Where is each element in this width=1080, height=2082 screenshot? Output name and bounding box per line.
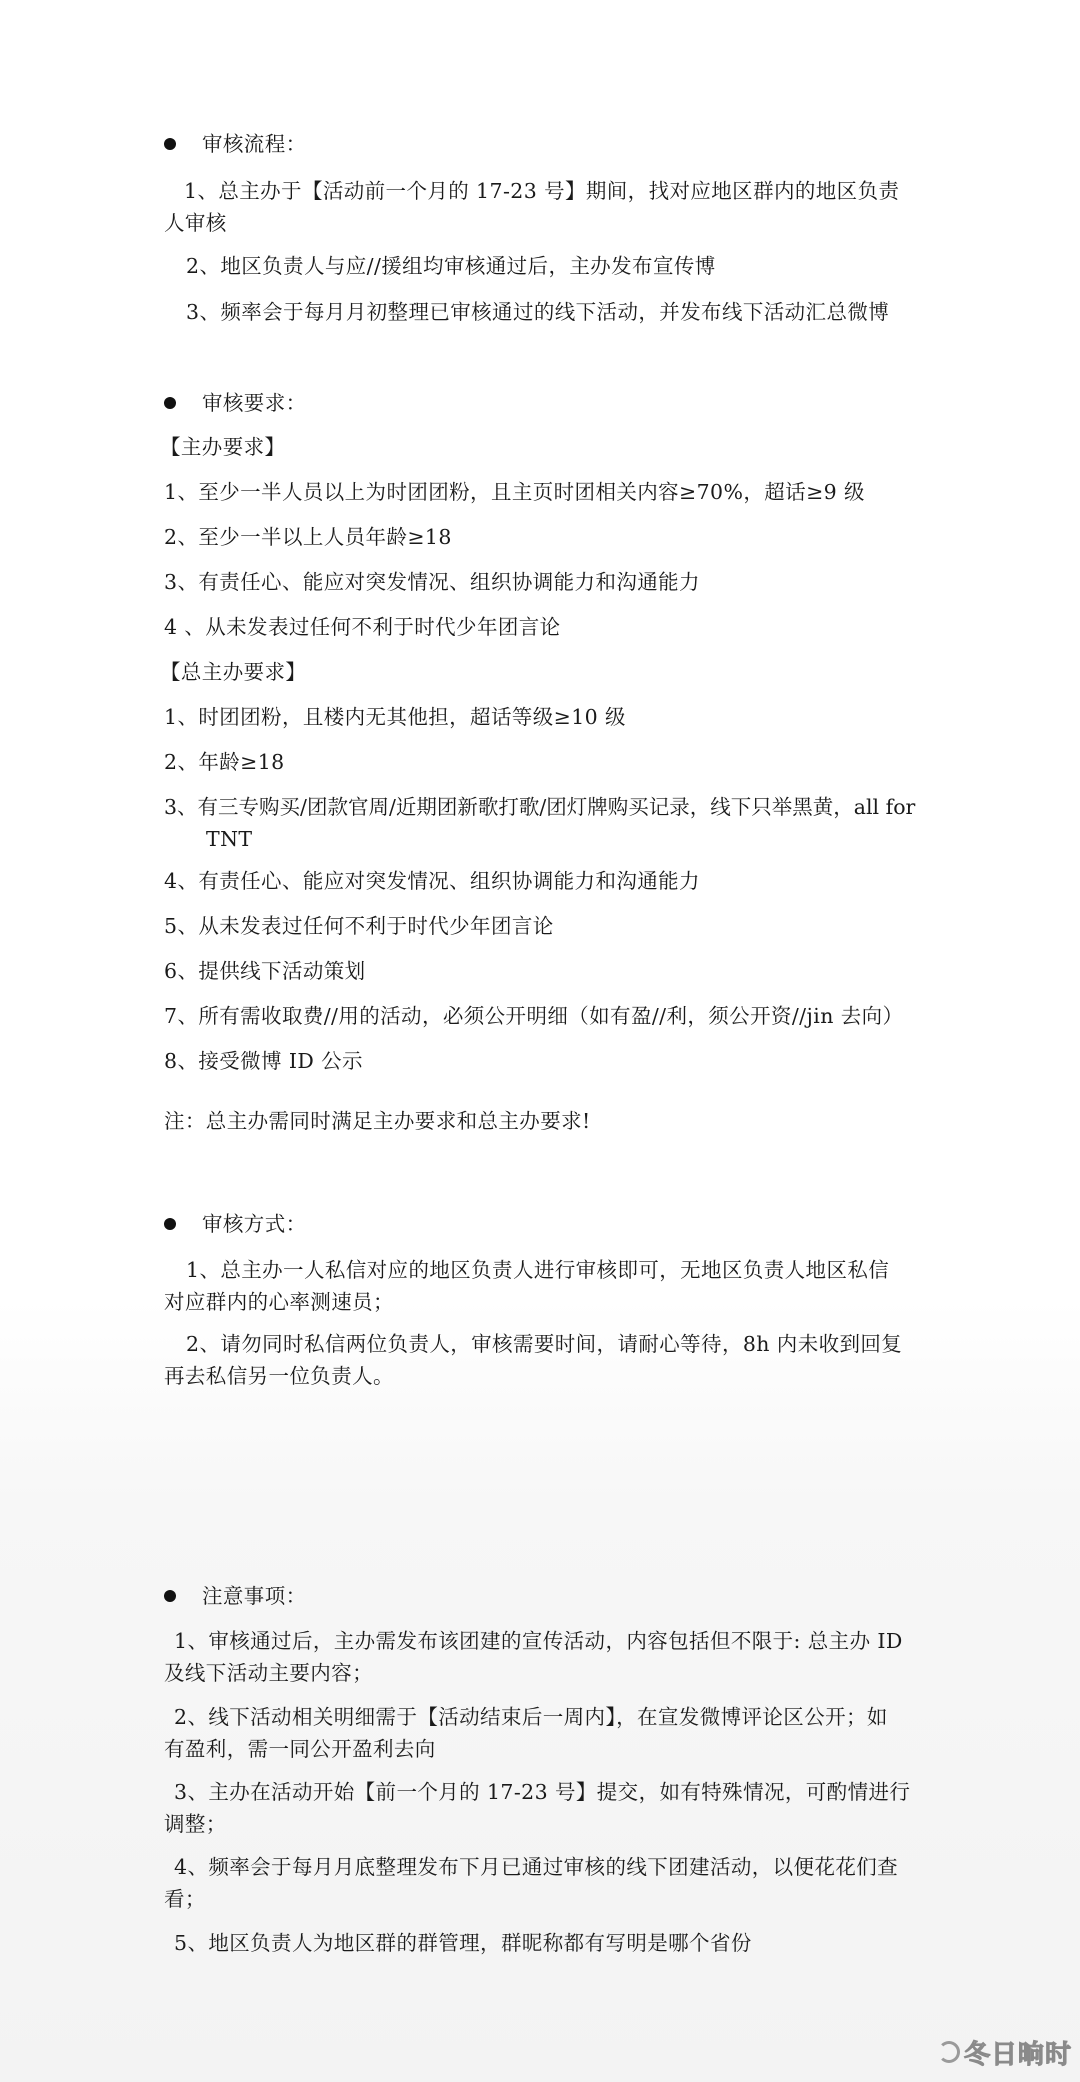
list-item: 2、年龄≥18 [164, 750, 285, 774]
list-item: 6、提供线下活动策划 [164, 959, 366, 983]
bullet-icon [164, 1590, 176, 1602]
list-item: 2、线下活动相关明细需于【活动结束后一周内】，在宣发微博评论区公开；如 [174, 1705, 888, 1729]
watermark-text: 冬日晌时 [963, 2039, 1072, 2070]
section-title: 审核方式： [202, 1212, 307, 1236]
section-title: 审核要求： [202, 391, 307, 415]
list-item-continuation: TNT [206, 827, 253, 851]
list-item-continuation: 再去私信另一位负责人。 [164, 1364, 394, 1388]
section-heading-review-method [164, 1207, 307, 1241]
list-item: 4、有责任心、能应对突发情况、组织协调能力和沟通能力 [164, 869, 700, 893]
list-item: 2、地区负责人与应//援组均审核通过后，主办发布宣传博 [186, 254, 716, 278]
list-item-continuation: 对应群内的心率测速员； [164, 1290, 394, 1314]
list-item-continuation: 调整； [164, 1812, 227, 1836]
bullet-icon [164, 397, 176, 409]
section-title: 注意事项： [202, 1584, 307, 1608]
list-item: 5、从未发表过任何不利于时代少年团言论 [164, 914, 554, 938]
bullet-icon [164, 138, 176, 150]
list-item: 3、有三专购买/团款官周/近期团新歌打歌/团灯牌购买记录，线下只举黑黄，all for [164, 795, 916, 819]
list-item: 3、频率会于每月月初整理已审核通过的线下活动，并发布线下活动汇总微博 [186, 300, 890, 324]
watermark [938, 2034, 1072, 2070]
section-title: 审核流程： [202, 132, 307, 156]
list-item-continuation: 看； [164, 1887, 206, 1911]
list-item: 1、审核通过后，主办需发布该团建的宣传活动，内容包括但不限于: 总主办 ID [174, 1629, 903, 1653]
note-text: 注：总主办需同时满足主办要求和总主办要求! [164, 1109, 591, 1133]
list-item: 4、频率会于每月月底整理发布下月已通过审核的线下团建活动，以便花花们查 [174, 1855, 899, 1879]
list-item: 1、至少一半人员以上为时团团粉，且主页时团相关内容≥70%，超话≥9 级 [164, 480, 865, 504]
list-item: 7、所有需收取费//用的活动，必须公开明细（如有盈//利，须公开资//jin 去向） [164, 1004, 904, 1028]
list-item: 3、有责任心、能应对突发情况、组织协调能力和沟通能力 [164, 570, 700, 594]
list-item: 5、地区负责人为地区群的群管理，群昵称都有写明是哪个省份 [174, 1931, 752, 1955]
list-item: 3、主办在活动开始【前一个月的 17-23 号】提交，如有特殊情况，可酌情进行 [174, 1780, 911, 1804]
list-item: 8、接受微博 ID 公示 [164, 1049, 363, 1073]
subsection-title: 【总主办要求】 [160, 660, 307, 684]
bullet-icon [164, 1218, 176, 1230]
section-heading-review-process [164, 127, 307, 161]
list-item: 1、总主办于【活动前一个月的 17-23 号】期间，找对应地区群内的地区负责 [184, 179, 900, 203]
list-item-continuation: 有盈利，需一同公开盈利去向 [164, 1737, 436, 1761]
list-item: 1、时团团粉，且楼内无其他担，超话等级≥10 级 [164, 705, 626, 729]
subsection-title: 【主办要求】 [160, 435, 286, 459]
list-item: 1、总主办一人私信对应的地区负责人进行审核即可，无地区负责人地区私信 [186, 1258, 890, 1282]
list-item: 2、请勿同时私信两位负责人，审核需要时间，请耐心等待，8h 内未收到回复 [186, 1332, 903, 1356]
list-item-continuation: 人审核 [164, 211, 227, 235]
list-item-continuation: 及线下活动主要内容； [164, 1661, 373, 1685]
weibo-logo-icon [938, 2041, 960, 2063]
section-heading-notes [164, 1579, 307, 1613]
list-item: 4 、从未发表过任何不利于时代少年团言论 [164, 615, 561, 639]
list-item: 2、至少一半以上人员年龄≥18 [164, 525, 452, 549]
section-heading-review-requirements [164, 386, 307, 420]
